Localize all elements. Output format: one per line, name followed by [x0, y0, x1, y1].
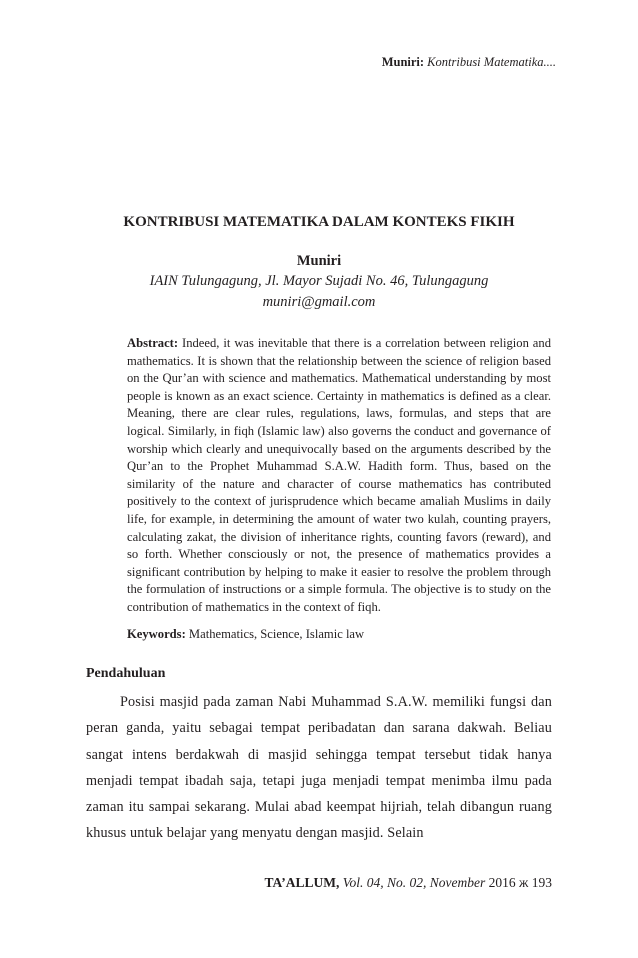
footer-journal-name: TA’ALLUM, — [264, 875, 340, 890]
body-paragraph: Posisi masjid pada zaman Nabi Muhammad S.A.W. memiliki fungsi dan peran ganda, yaitu sebagai tempat peribadatan dan sarana dakwah. Beliau sangat intens berdakwah di masjid sehingga tempat tersebut tidak hanya menjadi tempat ibadah saja, tetapi juga menjadi tempat menimba ilmu pada zaman itu sampai sekarang. Mulai abad keempat hijriah, telah dibangun ruang khusus untuk belajar yang menyatu dengan masjid. Selain — [86, 694, 552, 842]
author-email: muniri@gmail.com — [262, 294, 376, 310]
page-footer — [265, 875, 552, 891]
article-author: Muniri — [296, 253, 342, 269]
running-head-author: Muniri: — [381, 55, 425, 69]
running-head-short-title: Kontribusi Matematika.... — [427, 55, 556, 69]
keywords-label: Keywords: — [127, 627, 186, 641]
author-affiliation: IAIN Tulungagung, Jl. Mayor Sujadi No. 46, Tulungagung — [149, 273, 489, 289]
footer-volume-info: Vol. 04, No. 02, November — [342, 875, 486, 890]
keywords — [127, 626, 551, 644]
section-heading: Pendahuluan — [86, 666, 166, 681]
abstract — [127, 335, 551, 617]
abstract-label: Abstract: — [127, 336, 179, 350]
article-title: KONTRIBUSI MATEMATIKA DALAM KONTEKS FIKIH — [123, 214, 515, 230]
footer-year-page: 2016 ж 193 — [488, 875, 552, 890]
abstract-text: Indeed, it was inevitable that there is a correlation between religion and mathematics. It is shown that the relationship between the science of religion based on the Qur’an with science and mathematics. Mathematical understanding by most people is known as an exact science. Certainty in mathematics is defined as a clear. Meaning, there are clear rules, regulations, laws, formulas, and steps that are logical. Similarly, in fiqh (Islamic law) also governs the conduct and governance of worship which clearly and unequivocally based on the arguments described by the Qur’an to the Prophet Muhammad S.A.W. Hadith form. Thus, based on the similarity of the nature and character of course mathematics has contributed positively to the context of jurisprudence which became amaliah Muslims in daily life, for example, in determining the amount of water two kulah, counting prayers, calculating zakat, the division of inheritance rights, counting favors (reward), and so forth. Whether consciously or not, the presence of mathematics provides a significant contribution by helping to make it easier to resolve the problem through the formulation of instructions or a simple formula. The objective is to study on the contribution of mathematics in the context of fiqh. — [127, 336, 551, 614]
running-head — [382, 55, 556, 70]
keywords-text: Mathematics, Science, Islamic law — [188, 627, 365, 641]
